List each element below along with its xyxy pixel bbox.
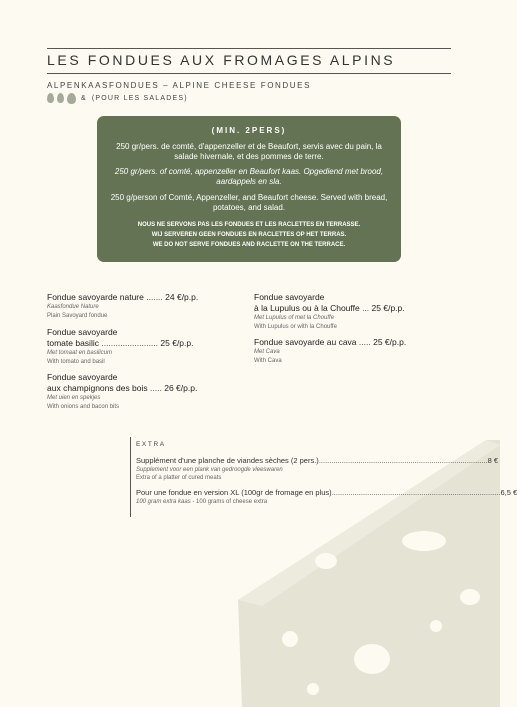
extra-item-xl (136, 488, 517, 506)
menu-item-name (47, 383, 197, 394)
terrace-note-en: WE DO NOT SERVE FONDUES AND RACLETTE ON THE TERRACE. (152, 242, 346, 248)
item-title: Fondue savoyarde nature (47, 292, 144, 302)
condiment-bottle-icon (57, 93, 64, 103)
menu-item-cava (254, 337, 406, 366)
menu-item-name (47, 338, 194, 349)
item-nl: Kaasfondue Nature (47, 304, 99, 310)
item-price: 25 €/p.p. (373, 337, 407, 347)
info-fr: 250 gr/pers. de comté, d'appenzeller et de Beaufort, servis avec du pain, la salade hivernale, et des pommes de terre. (116, 142, 382, 161)
menu-item-name (254, 337, 406, 348)
condiment-bottle-icon (47, 93, 54, 103)
top-rule (47, 48, 451, 49)
menu-item-nature (47, 292, 198, 321)
extra-item-platter (136, 456, 499, 482)
leader-dots: ....... (146, 292, 163, 302)
info-nl: 250 gr/pers. of comté, appenzeller en Beaufort kaas. Opgediend met brood, aardappels en sla. (114, 167, 384, 186)
leader-dots: ..... (150, 383, 162, 393)
item-nl: Met tomaat en basilicum (47, 350, 113, 356)
item-title-line1: Fondue savoyarde (47, 327, 118, 337)
terrace-note-fr: NOUS NE SERVONS PAS LES FONDUES ET LES RACLETTES EN TERRASSE. (137, 222, 361, 228)
extra-heading: EXTRA (136, 441, 166, 448)
extra-item-en: - 100 grams of cheese extra (190, 499, 268, 505)
extra-item-line (136, 488, 517, 498)
leader-dots: ................................................................................. (318, 456, 488, 465)
leader-dots: ... (362, 303, 370, 313)
extra-divider (130, 437, 131, 517)
item-en: With Lupulus or with la Chouffe (254, 324, 337, 330)
item-en: With onions and bacon bits (47, 404, 120, 410)
menu-item-lupulus (254, 292, 405, 332)
extra-item-nl: Supplement voor een plank van gedroogde vleeswaren (136, 467, 283, 473)
item-en: Plain Savoyard fondue (47, 313, 108, 319)
extra-item-en: Extra of a platter of cured meats (136, 475, 222, 481)
condiment-pot-icon (67, 93, 76, 104)
extra-item-sub (136, 498, 471, 506)
leader-dots: ..... (358, 337, 371, 347)
menu-item-name (254, 303, 405, 314)
page-subtitle: ALPENKAASFONDUES – ALPINE CHEESE FONDUES (47, 81, 312, 90)
item-price: 25 €/p.p. (371, 303, 405, 313)
item-en: With tomato and basil (47, 359, 105, 365)
salad-note-row (47, 92, 188, 104)
item-nl: Met uien en spekjes (47, 395, 101, 401)
item-price: 26 €/p.p. (164, 383, 198, 393)
item-nl: Met Cava (254, 349, 280, 355)
item-title-line1: Fondue savoyarde (47, 372, 118, 382)
salad-note: (POUR LES SALADES) (91, 94, 188, 102)
leader-dots: ................................................................................. (331, 488, 501, 497)
terrace-note-nl: WIJ SERVEREN GEEN FONDUES EN RACLETTES OP HET TERRAS. (151, 232, 347, 238)
fondue-info-box (97, 116, 401, 262)
item-price: 25 €/p.p. (160, 338, 194, 348)
item-title: à la Lupulus ou à la Chouffe (254, 303, 360, 313)
item-price: 24 €/p.p. (165, 292, 199, 302)
title-rule (47, 73, 451, 74)
page-title: LES FONDUES AUX FROMAGES ALPINS (47, 52, 396, 68)
item-title: aux champignons des bois (47, 383, 148, 393)
min-persons: (MIN. 2PERS) (211, 126, 287, 135)
extra-item-line (136, 456, 499, 466)
info-en: 250 g/person of Comté, Appenzeller, and Beaufort cheese. Served with bread, potatoes, and salad. (110, 193, 388, 212)
item-title: tomate basilic (47, 338, 99, 348)
extra-item-price: 8 € (487, 456, 499, 465)
menu-item-tomate (47, 327, 194, 367)
menu-item-name (47, 292, 198, 303)
extra-item-name: Supplément d'une planche de viandes sèches (2 pers.) (136, 456, 319, 465)
item-nl: Met Lupulus of met la Chouffe (254, 315, 335, 321)
extra-item-name: Pour une fondue en version XL (100gr de fromage en plus) (136, 488, 332, 497)
salad-amp: & (81, 94, 87, 102)
extra-item-price: 6,5 € (500, 488, 517, 497)
item-title: Fondue savoyarde au cava (254, 337, 357, 347)
terrace-notes (105, 220, 393, 250)
extra-item-nl: 100 gram extra kaas (136, 499, 191, 505)
menu-item-champignons (47, 372, 197, 412)
leader-dots: ........................ (101, 338, 159, 348)
item-en: With Cava (254, 358, 282, 364)
item-title-line1: Fondue savoyarde (254, 292, 325, 302)
